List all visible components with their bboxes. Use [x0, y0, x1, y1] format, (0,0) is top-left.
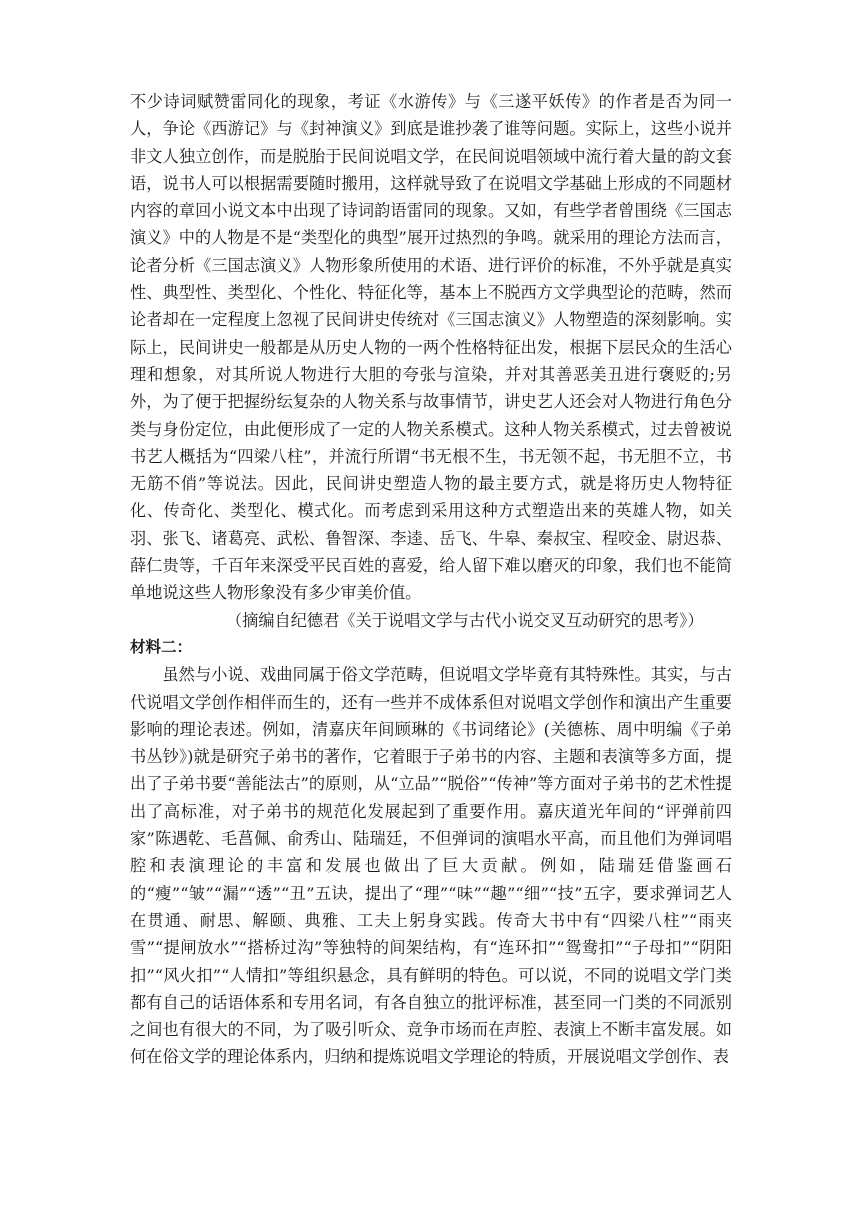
document-page — [130, 88, 732, 1071]
material-one-paragraph: 不少诗词赋赞雷同化的现象，考证《水游传》与《三遂平妖传》的作者是否为同一人，争论《西游记》与《封神演义》到底是谁抄袭了谁等问题。实际上，这些小说并非文人独立创作，而是脱胎于民间说唱文学，在民间说唱领域中流行着大量的韵文套语，说书人可以根据需要随时搬用，这样就导致了在说唱文学基础上形成的不同题材内容的章回小说文本中出现了诗词韵语雷同的现象。又如，有些学者曾围绕《三国志演义》中的人物是不是“类型化的典型”展开过热烈的争鸣。就采用的理论方法而言，论者分析《三国志演义》人物形象所使用的术语、进行评价的标准，不外乎就是真实性、典型性、类型化、个性化、特征化等，基本上不脱西方文学典型论的范畴，然而论者却在一定程度上忽视了民间讲史传统对《三国志演义》人物塑造的深刻影响。实际上，民间讲史一般都是从历史人物的一两个性格特征出发，根据下层民众的生活心理和想象，对其所说人物进行大胆的夸张与渲染，并对其善恶美丑进行褒贬的;另外，为了便于把握纷纭复杂的人物关系与故事情节，讲史艺人还会对人物进行角色分类与身份定位，由此便形成了一定的人物关系模式。这种人物关系模式，过去曾被说书艺人概括为“四梁八柱”，并流行所谓“书无根不生，书无领不起，书无胆不立，书无筋不俏”等说法。因此，民间讲史塑造人物的最主要方式，就是将历史人物特征化、传奇化、类型化、模式化。而考虑到采用这种方式塑造出来的英雄人物，如关羽、张飞、诸葛亮、武松、鲁智深、李逵、岳飞、牛皋、秦叔宝、程咬金、尉迟恭、薛仁贵等，千百年来深受平民百姓的喜爱，给人留下难以磨灭的印象，我们也不能简单地说这些人物形象没有多少审美价值。 — [130, 92, 732, 603]
material-one-source-citation: （摘编自纪德君《关于说唱文学与古代小说交叉互动研究的思考》） — [226, 610, 704, 630]
material-two-heading: 材料二： — [130, 637, 193, 656]
material-two-paragraph: 虽然与小说、戏曲同属于俗文学范畴，但说唱文学毕竟有其特殊性。其实，与古代说唱文学创作相伴而生的，还有一些并不成体系但对说唱文学创作和演出产生重要影响的理论表述。例如，清嘉庆年间顾琳的《书词绪论》(关德栋、周中明编《子弟书丛钞》)就是研究子弟书的著作，它着眼于子弟书的内容、主题和表演等多方面，提出了子弟书要“善能法古”的原则，从“立品”“脱俗”“传神”等方面对子弟书的艺术性提出了高标准，对子弟书的规范化发展起到了重要作用。嘉庆道光年间的“评弹前四家”陈遇乾、毛菖佩、俞秀山、陆瑞廷，不但弹词的演唱水平高，而且他们为弹词唱腔和表演理论的丰富和发展也做出了巨大贡献。例如，陆瑞廷借鉴画石的“瘦”“皱”“漏”“透”“丑”五诀，提出了“理”“味”“趣”“细”“技”五字，要求弹词艺人在贯通、耐思、解颐、典雅、工夫上躬身实践。传奇大书中有“四梁八柱”“雨夹雪”“提闸放水”“搭桥过沟”等独特的间架结构，有“连环扣”“鸳鸯扣”“子母扣”“阴阳扣”“风火扣”“人情扣”等组织悬念，具有鲜明的特色。可以说，不同的说唱文学门类都有自己的话语体系和专用名词，有各自独立的批评标准，甚至同一门类的不同派别之间也有很大的不同，为了吸引听众、竞争市场而在声腔、表演上不断丰富发展。如何在俗文学的理论体系内，归纳和提炼说唱文学理论的特质，开展说唱文学创作、表 — [130, 665, 732, 1067]
